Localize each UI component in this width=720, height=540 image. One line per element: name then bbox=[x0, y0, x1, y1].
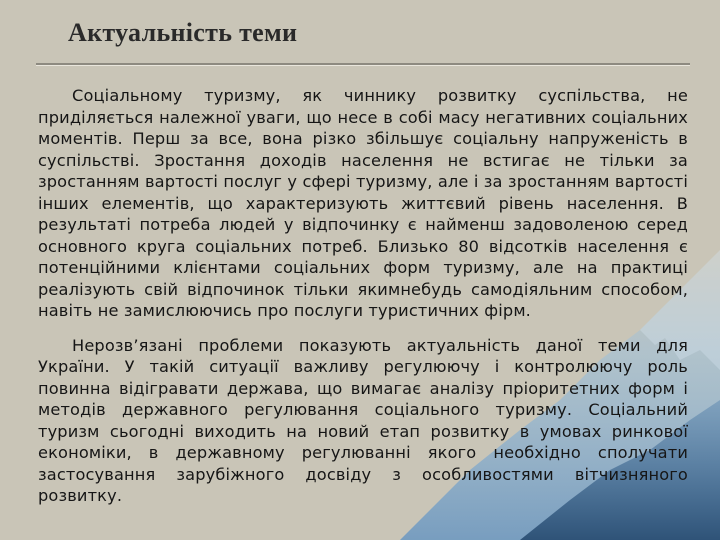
body-paragraph-2: Нерозв’язані проблеми показують актуальність даної теми для України. У такій ситуації важливу регулюючу і контролюючу роль повинна відігравати держава, що вимагає аналізу пріоритетних форм і методів державного регулювання соціального туризму. Соціальний туризм сьогодні виходить на новий етап розвитку в умовах ринкової економіки, в державному регулюванні якого необхідно сполучати застосування зарубіжного досвіду з особливостями вітчизняного розвитку. bbox=[38, 335, 688, 505]
title-divider bbox=[36, 63, 690, 66]
slide-title: Актуальність теми bbox=[68, 18, 298, 47]
body-paragraph-1: Соціальному туризму, як чиннику розвитку суспільства, не приділяється належної уваги, що несе в собі масу негативних соціальних моментів. Перш за все, вона різко збільшує соціальну напруженість в суспільстві. Зростання доходів населення не встигає не тільки за зростанням вартості послуг у сфері туризму, але і за зростанням вартості інших елементів, що характеризують життєвий рівень населення. В результаті потреба людей у відпочинку є найменш задоволеною серед основного круга соціальних потреб. Близько 80 відсотків населення є потенційними клієнтами соціальних форм туризму, але на практиці реалізують свій відпочинок тільки якимнебудь самодіяльним способом, навіть не замислюючись про послуги туристичних фірм. bbox=[38, 86, 688, 320]
slide-body bbox=[38, 85, 688, 507]
